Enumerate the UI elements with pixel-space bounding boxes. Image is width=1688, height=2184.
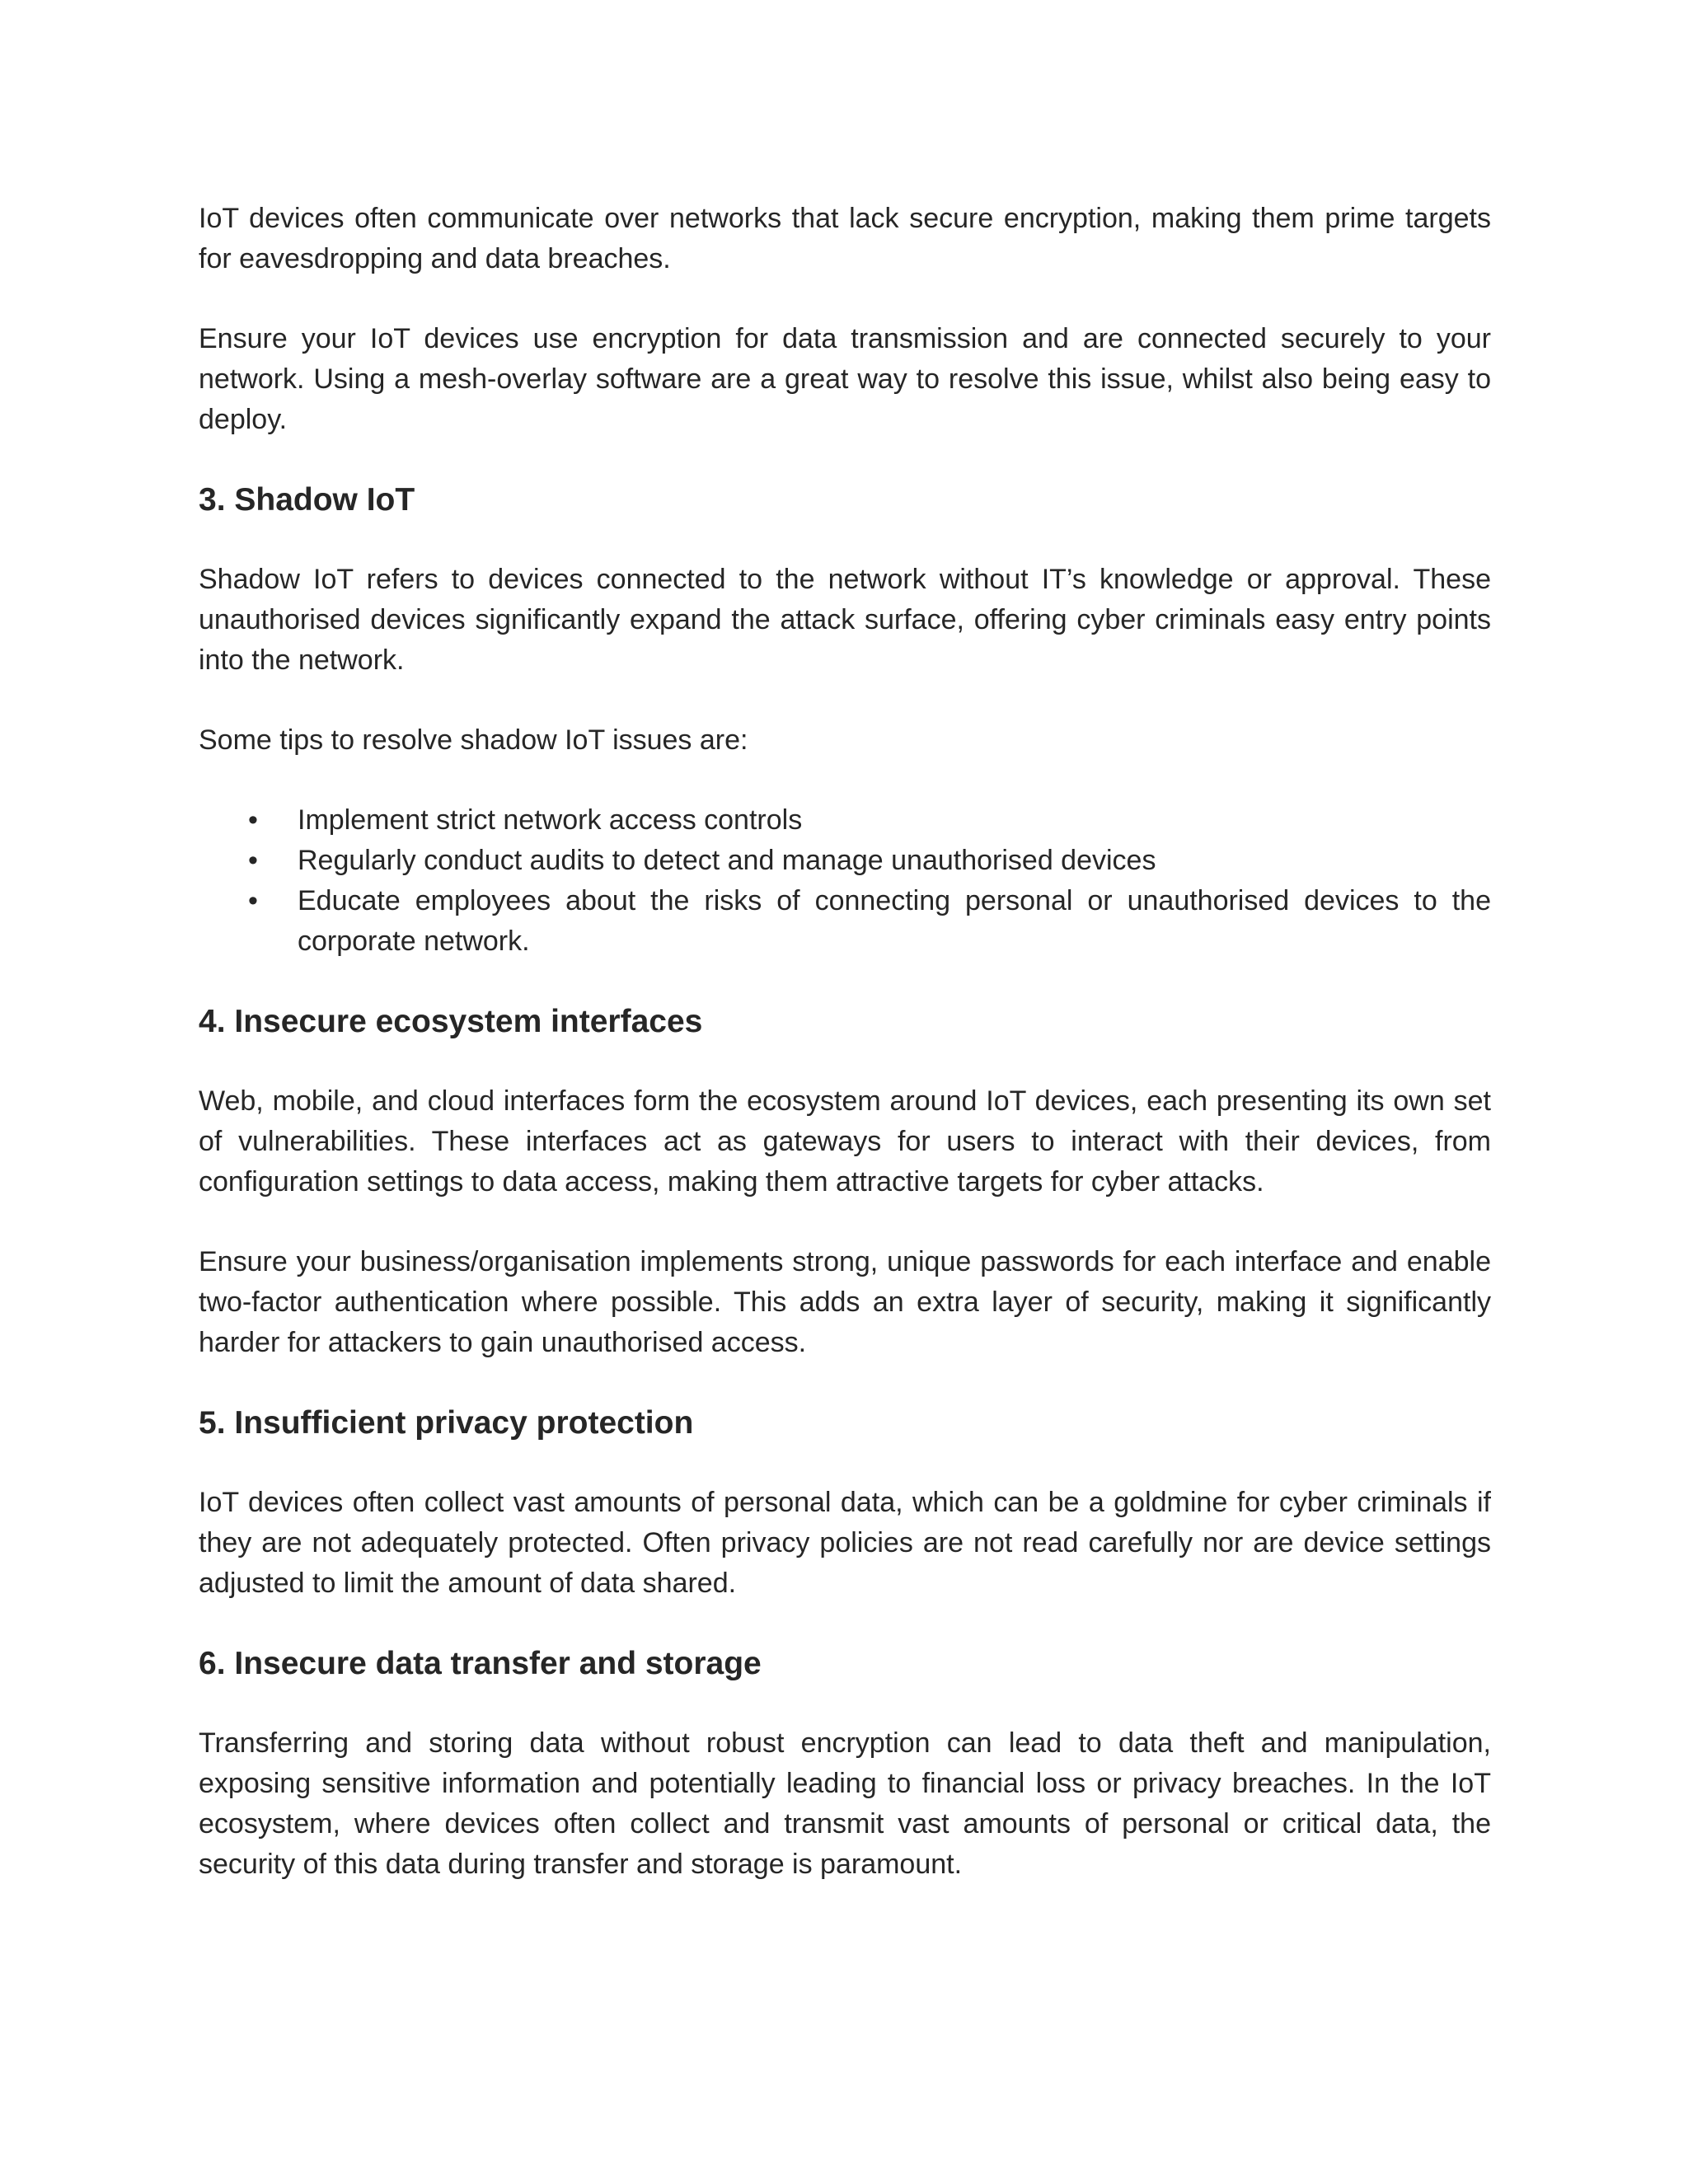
list-item (199, 881, 1491, 962)
section-3-paragraph-2: Some tips to resolve shadow IoT issues are: (199, 724, 748, 756)
section-4-heading: 4. Insecure ecosystem interfaces (199, 1004, 703, 1039)
list-item (199, 800, 1491, 841)
bullet-icon: • (248, 845, 258, 876)
section-6-heading: 6. Insecure data transfer and storage (199, 1646, 762, 1681)
list-item-text: Educate employees about the risks of connecting personal or unauthorised devices to the corporate network. (298, 885, 1491, 957)
section-5-heading: 5. Insufficient privacy protection (199, 1405, 694, 1441)
shadow-iot-tips-list (199, 800, 1491, 962)
intro-paragraph-2: Ensure your IoT devices use encryption for data transmission and are connected securely to your network. Using a mesh-overlay software are a great way to resolve this issue, whilst also being easy to deploy. (199, 323, 1491, 435)
section-3-heading: 3. Shadow IoT (199, 482, 415, 518)
section-4-paragraph-2: Ensure your business/organisation implements strong, unique passwords for each interface and enable two-factor authentication where possible. This adds an extra layer of security, making it significantly harder for attackers to gain unauthorised access. (199, 1246, 1491, 1358)
section-4-paragraph-1: Web, mobile, and cloud interfaces form the ecosystem around IoT devices, each presenting its own set of vulnerabilities. These interfaces act as gateways for users to interact with their devices, from configuration settings to data access, making them attractive targets for cyber attacks. (199, 1085, 1491, 1197)
bullet-icon: • (248, 885, 258, 916)
list-item-text: Implement strict network access controls (298, 804, 803, 836)
list-item-text: Regularly conduct audits to detect and manage unauthorised devices (298, 845, 1156, 876)
bullet-icon: • (248, 804, 258, 836)
section-6-paragraph-1: Transferring and storing data without robust encryption can lead to data theft and manipulation, exposing sensitive information and potentially leading to financial loss or privacy breaches. In the IoT ecosystem, where devices often collect and transmit vast amounts of personal or critical data, the security of this data during transfer and storage is paramount. (199, 1727, 1491, 1880)
document-page (199, 199, 1491, 1924)
section-5-paragraph-1: IoT devices often collect vast amounts of personal data, which can be a goldmine for cyber criminals if they are not adequately protected. Often privacy policies are not read carefully nor are device settings adjusted to limit the amount of data shared. (199, 1487, 1491, 1599)
intro-paragraph-1: IoT devices often communicate over networks that lack secure encryption, making them prime targets for eavesdropping and data breaches. (199, 203, 1491, 274)
list-item (199, 841, 1491, 881)
section-3-paragraph-1: Shadow IoT refers to devices connected to the network without IT’s knowledge or approval. These unauthorised devices significantly expand the attack surface, offering cyber criminals easy entry points into the network. (199, 564, 1491, 676)
